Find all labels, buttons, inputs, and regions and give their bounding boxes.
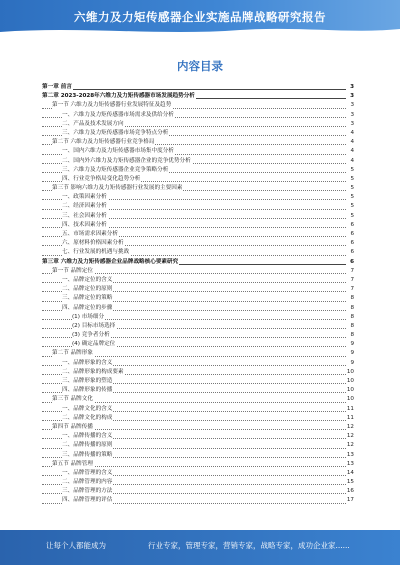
toc-entry[interactable] xyxy=(42,469,354,478)
toc-entry-label: 四、品牌形象的传播 xyxy=(62,386,113,395)
toc-entry[interactable] xyxy=(42,331,354,340)
toc-entry-label: 第二节 六维力及力矩传感器行业竞争格局 xyxy=(52,138,155,147)
toc-entry-label: 第一节 六维力及力矩传感器行业发展特征及趋势 xyxy=(52,101,172,110)
toc-page-number: 12 xyxy=(346,423,354,432)
toc-entry[interactable] xyxy=(42,487,354,496)
toc-entry-label: 第二节 品牌形象 xyxy=(52,349,94,358)
toc-entry[interactable] xyxy=(42,147,354,156)
toc-entry[interactable] xyxy=(42,441,354,450)
toc-page-number: 14 xyxy=(346,469,354,478)
toc-entry[interactable] xyxy=(42,349,354,358)
header-wave-decoration xyxy=(0,26,400,36)
toc-page-number: 10 xyxy=(346,368,354,377)
toc-page-number: 3 xyxy=(349,83,354,92)
toc-entry-label: 一、品牌文化的含义 xyxy=(62,405,113,414)
toc-page-number: 10 xyxy=(346,377,354,386)
toc-entry-label: 四、技术因素分析 xyxy=(62,221,108,230)
toc-page-number: 6 xyxy=(349,258,354,267)
toc-entry-label: 一、品牌传播的含义 xyxy=(62,432,113,441)
toc-entry-label: 三、六维力及力矩传感器市场竞争特点分析 xyxy=(62,129,169,138)
toc-entry-label: 四、品牌管理的评估 xyxy=(62,496,113,505)
toc-page-number: 7 xyxy=(349,267,354,276)
toc-page-number: 5 xyxy=(349,193,354,202)
toc-entry[interactable] xyxy=(42,175,354,184)
toc-page-number: 4 xyxy=(349,157,354,166)
toc-page-number: 15 xyxy=(346,478,354,487)
toc-page-number: 5 xyxy=(349,166,354,175)
toc-entry-label: 一、政策因素分析 xyxy=(62,193,108,202)
toc-page-number: 12 xyxy=(346,441,354,450)
toc-page-number: 17 xyxy=(346,496,354,505)
toc-entry[interactable] xyxy=(42,248,354,257)
toc-entry[interactable] xyxy=(42,221,354,230)
toc-entry[interactable] xyxy=(42,395,354,404)
toc-entry-label: 第三节 品牌文化 xyxy=(52,395,94,404)
toc-entry-label: 二、品牌形象的构成要素 xyxy=(62,368,125,377)
toc-page-number: 16 xyxy=(346,487,354,496)
toc-page-number: 4 xyxy=(349,129,354,138)
toc-page-number: 6 xyxy=(349,248,354,257)
toc-entry-label: 第三节 影响六维力及力矩传感器行业发展的主要因素 xyxy=(52,184,183,193)
toc-entry-label: 三、品牌定位的策略 xyxy=(62,294,113,303)
toc-entry-label: 二、品牌管理的内容 xyxy=(62,478,113,487)
toc-page-number: 4 xyxy=(349,138,354,147)
toc-entry-label: 三、社会因素分析 xyxy=(62,212,108,221)
toc-page-number: 7 xyxy=(349,276,354,285)
toc-entry[interactable] xyxy=(42,460,354,469)
footer-banner xyxy=(0,530,400,565)
toc-entry-label: 一、品牌定位的含义 xyxy=(62,276,113,285)
toc-entry[interactable] xyxy=(42,432,354,441)
toc-page-number: 6 xyxy=(349,239,354,248)
toc-entry[interactable] xyxy=(42,239,354,248)
toc-entry-label: 二、国内外六维力及力矩传感器企业的竞争优势分析 xyxy=(62,157,192,166)
toc-leader-dots xyxy=(42,89,346,90)
toc-page-number: 10 xyxy=(346,386,354,395)
toc-page-number: 11 xyxy=(346,414,354,423)
toc-entry-label: 二、品牌文化的构成 xyxy=(62,414,113,423)
toc-entry-label: 三、品牌形象的塑造 xyxy=(62,377,113,386)
report-title: 六维力及力矩传感器企业实施品牌战略研究报告 xyxy=(74,10,326,24)
toc-page-number: 13 xyxy=(346,460,354,469)
toc-page-number: 13 xyxy=(346,451,354,460)
toc-entry-label: 第一节 品牌定位 xyxy=(52,267,94,276)
toc-entry[interactable] xyxy=(42,120,354,129)
toc-chapter-entry[interactable] xyxy=(42,83,354,92)
toc-entry[interactable] xyxy=(42,138,354,147)
toc-entry[interactable] xyxy=(42,377,354,386)
toc-entry-label: 二、品牌传播的原则 xyxy=(62,441,113,450)
toc-page-number: 5 xyxy=(349,202,354,211)
toc-entry-label: 三、品牌传播的策略 xyxy=(62,451,113,460)
toc-chapter-entry[interactable] xyxy=(42,258,354,267)
toc-entry[interactable] xyxy=(42,184,354,193)
header-banner xyxy=(0,0,400,34)
toc-entry-label: 第三章 六维力及力矩传感器企业品牌战略核心要素研究 xyxy=(42,258,179,267)
toc-page-number: 5 xyxy=(349,175,354,184)
toc-entry-label: 第五节 品牌管理 xyxy=(52,460,94,469)
toc-entry-label: 三、品牌管理的方法 xyxy=(62,487,113,496)
footer-tagline: 行业专家，管理专家，营销专家，战略专家，成功企业家...... xyxy=(148,541,350,550)
toc-entry[interactable] xyxy=(42,267,354,276)
toc-page-number: 8 xyxy=(349,331,354,340)
toc-entry[interactable] xyxy=(42,166,354,175)
footer-slogan: 让每个人都能成为 xyxy=(46,541,106,550)
toc-entry-label: 五、市场需求因素分析 xyxy=(62,230,119,239)
toc-page-number: 6 xyxy=(349,230,354,239)
toc-page-number: 5 xyxy=(349,184,354,193)
toc-page-number: 9 xyxy=(349,340,354,349)
toc-entry-label: 四、行业竞争格局变化趋势分析 xyxy=(62,175,141,184)
toc-entry[interactable] xyxy=(42,294,354,303)
toc-entry[interactable] xyxy=(42,405,354,414)
toc-entry[interactable] xyxy=(42,304,354,313)
toc-entry[interactable] xyxy=(42,202,354,211)
toc-page-number: 8 xyxy=(349,313,354,322)
toc-page-number: 6 xyxy=(349,221,354,230)
toc-page-number: 9 xyxy=(349,349,354,358)
toc-title: 内容目录 xyxy=(177,59,223,73)
toc-entry[interactable] xyxy=(42,285,354,294)
toc-entry[interactable] xyxy=(42,478,354,487)
toc-page-number: 8 xyxy=(349,304,354,313)
toc-entry[interactable] xyxy=(42,340,354,349)
toc-entry-label: 第四节 品牌传播 xyxy=(52,423,94,432)
toc-entry-label: 一、品牌管理的含义 xyxy=(62,469,113,478)
toc-page-number: 7 xyxy=(349,285,354,294)
toc-page-number: 12 xyxy=(346,432,354,441)
toc-entry[interactable] xyxy=(42,129,354,138)
toc-entry[interactable] xyxy=(42,230,354,239)
toc-entry[interactable] xyxy=(42,193,354,202)
toc-page-number: 5 xyxy=(349,212,354,221)
toc-entry-label: 六、原材料价格因素分析 xyxy=(62,239,125,248)
toc-entry-label: 第二章 2023-2028年六维力及力矩传感器市场发展趋势分析 xyxy=(42,92,196,101)
toc-entry[interactable] xyxy=(42,101,354,110)
toc-entry-label: 二、产品及技术发展方向 xyxy=(62,120,125,129)
toc-page-number: 11 xyxy=(346,405,354,414)
toc-entry[interactable] xyxy=(42,368,354,377)
toc-entry-label: 七、行业发展的机遇与挑战 xyxy=(62,248,130,257)
toc-entry[interactable] xyxy=(42,359,354,368)
toc-entry[interactable] xyxy=(42,313,354,322)
toc-page-number: 3 xyxy=(349,92,354,101)
toc-page-number: 3 xyxy=(349,101,354,110)
toc-chapter-entry[interactable] xyxy=(42,92,354,101)
toc-entry-label: 二、经济因素分析 xyxy=(62,202,108,211)
toc-entry-label: 第一章 前言 xyxy=(42,83,73,92)
toc-entry-label: 四、品牌定位的步骤 xyxy=(62,304,113,313)
toc-entry[interactable] xyxy=(42,496,354,505)
toc-entry[interactable] xyxy=(42,451,354,460)
toc-page-number: 8 xyxy=(349,322,354,331)
toc-entry[interactable] xyxy=(42,212,354,221)
toc-entry-label: 一、国内六维力及力矩传感器市场集中度分析 xyxy=(62,147,175,156)
toc-entry-label: 一、品牌形象的含义 xyxy=(62,359,113,368)
toc-page-number: 3 xyxy=(349,111,354,120)
toc-entry[interactable] xyxy=(42,111,354,120)
toc-entry-label: 一、六维力及力矩传感器市场需求及供给分析 xyxy=(62,111,175,120)
toc-page-number: 4 xyxy=(349,147,354,156)
toc-page-number: 8 xyxy=(349,294,354,303)
toc-entry[interactable] xyxy=(42,276,354,285)
toc-entry[interactable] xyxy=(42,322,354,331)
toc-entry-label: (3) 竞争者分析 xyxy=(72,331,111,340)
toc-entry-label: (2) 目标市场选择 xyxy=(72,322,116,331)
toc-entry[interactable] xyxy=(42,414,354,423)
toc-entry[interactable] xyxy=(42,386,354,395)
toc-page-number: 9 xyxy=(349,359,354,368)
toc-entry-label: (1) 市场细分 xyxy=(72,313,105,322)
table-of-contents xyxy=(42,83,354,506)
toc-entry[interactable] xyxy=(42,423,354,432)
toc-page-number: 10 xyxy=(346,395,354,404)
toc-entry-label: 二、品牌定位的原则 xyxy=(62,285,113,294)
toc-entry-label: (4) 确定品牌定位 xyxy=(72,340,116,349)
toc-entry[interactable] xyxy=(42,157,354,166)
toc-page-number: 3 xyxy=(349,120,354,129)
toc-entry-label: 三、六维力及力矩传感器企业竞争策略分析 xyxy=(62,166,169,175)
